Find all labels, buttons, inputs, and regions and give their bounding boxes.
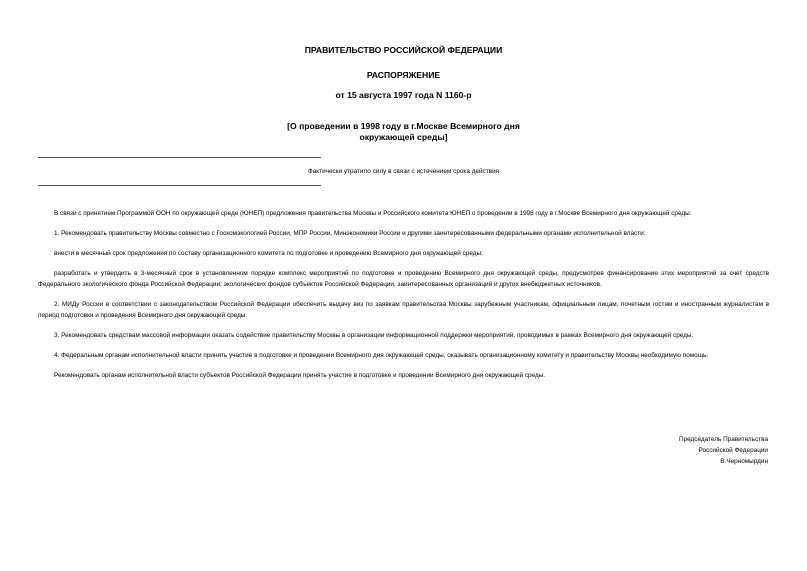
- document-subject-line-1: [О проведении в 1998 году в г.Москве Всемирного дня: [287, 121, 520, 131]
- signatory-title-line-1: Председатель Правительства: [679, 436, 768, 443]
- signatory-name: В.Черномырдин: [720, 458, 768, 465]
- document-type: РАСПОРЯЖЕНИЕ: [366, 70, 441, 80]
- item-1-subparagraph-1: внести в месячный срок предложения по составу организационного комитета по подготовке и проведению Всемирного дня окружающей среды;: [54, 250, 483, 257]
- document-subject-line-2: окружающей среды]: [359, 132, 448, 142]
- issuing-authority: ПРАВИТЕЛЬСТВО РОССИЙСКОЙ ФЕДЕРАЦИИ: [304, 45, 503, 55]
- signature-block: [679, 434, 768, 467]
- status-note: Фактически утратило силу в связи с истечением срока действия: [307, 168, 500, 175]
- document-date-number: от 15 августа 1997 года N 1160-р: [335, 90, 472, 100]
- closing-paragraph: Рекомендовать органам исполнительной власти субъектов Российской Федерации принять участие в подготовке и проведении Всемирного дня окружающей среды.: [54, 372, 546, 379]
- item-3-paragraph: 3. Рекомендовать средствам массовой информации оказать содействие правительству Москвы в организации информационной поддержки мероприятий, проводимых в рамках Всемирного дня окружающей среды.: [54, 332, 694, 339]
- signatory-title-line-2: Российской Федерации: [698, 447, 768, 454]
- item-1-paragraph: 1. Рекомендовать правительству Москвы совместно с Госкомэкологией России, МПР России, Минэкономики России и другими заинтересованными федеральными органами исполнительной власти:: [54, 230, 646, 237]
- divider-top: [38, 157, 321, 158]
- item-1-subparagraph-2: разработать и утвердить в 3-месячный срок в установленном порядке комплекс мероприятий по подготовке и проведению Всемирного дня окружающей среды, предусмотрев финансирование этих мероприятий за счет средств Федерального экологического фонда Российской Федерации, экологических фондов субъектов Российской Федерации, заинтересованных организаций и других внебюджетных источников.: [38, 270, 769, 288]
- preamble-paragraph: В связи с принятием Программой ООН по окружающей среде (ЮНЕП) предложения правительства Москвы и Российского комитета ЮНЕП о проведении в 1998 году в г.Москве Всемирного дня окружающей среды:: [54, 210, 692, 217]
- divider-bottom: [38, 185, 321, 186]
- document-subject: [0, 121, 807, 143]
- item-2-paragraph: 2. МИДу России в соответствии с законодательством Российской Федерации обеспечить выдачу виз по заявкам правительства Москвы зарубежным участникам, официальным лицам, почетным гостям и иностранным журналистам в период подготовки и проведения Всемирного дня окружающей среды.: [38, 301, 769, 319]
- item-4-paragraph: 4. Федеральным органам исполнительной власти принять участие в подготовке и проведении Всемирного дня окружающей среды, оказывать организационному комитету и правительству Москвы необходимую помощь.: [54, 352, 709, 359]
- document-body: [38, 208, 769, 390]
